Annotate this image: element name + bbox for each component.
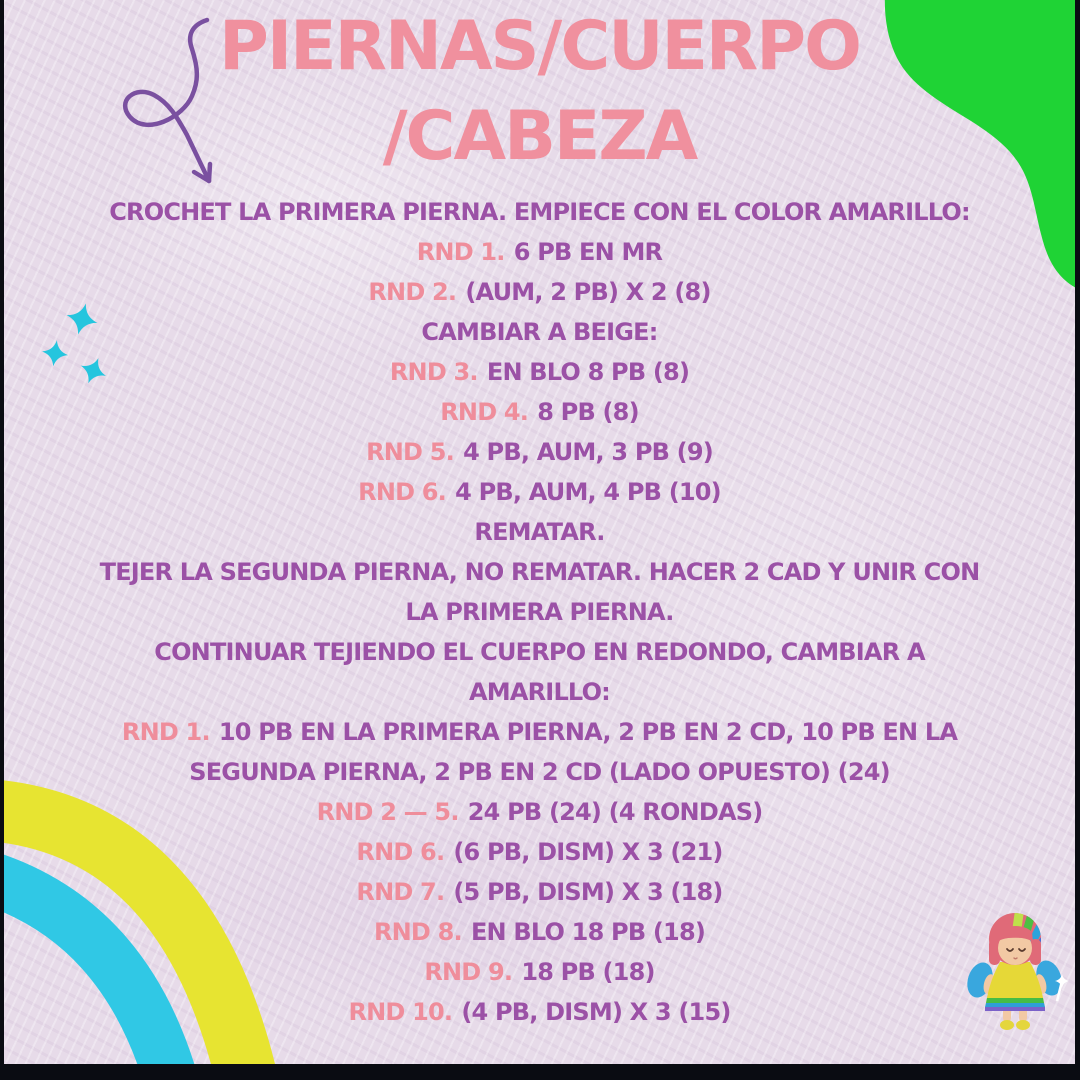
round-label: RND 6. (358, 478, 447, 506)
pattern-line (4, 272, 1075, 312)
instruction-text: AMARILLO: (469, 678, 610, 706)
instruction-text: REMATAR. (474, 518, 605, 546)
pattern-line (4, 952, 1075, 992)
pattern-line (4, 752, 1075, 792)
instruction-text: 8 PB (8) (537, 398, 639, 426)
round-label: RND 1. (121, 718, 210, 746)
instruction-text: 6 PB EN MR (513, 238, 663, 266)
instruction-text: (AUM, 2 PB) X 2 (8) (465, 278, 711, 306)
round-label: RND 1. (416, 238, 505, 266)
instruction-text: LA PRIMERA PIERNA. (405, 598, 674, 626)
pattern-line (4, 872, 1075, 912)
pattern-line (4, 632, 1075, 672)
instruction-text: CAMBIAR A BEIGE: (421, 318, 658, 346)
round-label: RND 2 — 5. (316, 798, 459, 826)
pattern-line (4, 712, 1075, 752)
pattern-line (4, 392, 1075, 432)
instruction-text: EN BLO 18 PB (18) (470, 918, 706, 946)
pattern-instructions (4, 192, 1075, 1032)
pattern-line (4, 472, 1075, 512)
pattern-line (4, 912, 1075, 952)
round-label: RND 10. (348, 998, 453, 1026)
round-label: RND 5. (366, 438, 454, 466)
title-line-2: /CABEZA (382, 97, 697, 176)
pattern-line (4, 352, 1075, 392)
instruction-text: SEGUNDA PIERNA, 2 PB EN 2 CD (LADO OPUESTO) (24) (189, 758, 890, 786)
content (4, 0, 1075, 1026)
instruction-text: 24 PB (24) (4 RONDAS) (467, 798, 763, 826)
instruction-text: CROCHET LA PRIMERA PIERNA. EMPIECE CON EL COLOR AMARILLO: (109, 198, 970, 226)
pattern-line (4, 672, 1075, 712)
title-line-1: PIERNAS/CUERPO (219, 7, 860, 86)
pattern-line (4, 792, 1075, 832)
pattern-line (4, 312, 1075, 352)
round-label: RND 2. (368, 278, 457, 306)
instruction-text: (5 PB, DISM) X 3 (18) (453, 878, 723, 906)
round-label: RND 7. (356, 878, 445, 906)
pattern-line (4, 192, 1075, 232)
pattern-line (4, 832, 1075, 872)
instruction-text: 10 PB EN LA PRIMERA PIERNA, 2 PB EN 2 CD, 10 PB EN LA (218, 718, 958, 746)
round-label: RND 4. (440, 398, 529, 426)
pattern-line (4, 592, 1075, 632)
pattern-line (4, 512, 1075, 552)
instruction-text: TEJER LA SEGUNDA PIERNA, NO REMATAR. HACER 2 CAD Y UNIR CON (99, 558, 980, 586)
pattern-line (4, 232, 1075, 272)
instruction-text: 4 PB, AUM, 3 PB (9) (463, 438, 713, 466)
instruction-text: 4 PB, AUM, 4 PB (10) (455, 478, 721, 506)
instruction-text: (6 PB, DISM) X 3 (21) (453, 838, 723, 866)
round-label: RND 3. (389, 358, 478, 386)
pattern-page (4, 0, 1075, 1064)
instruction-text: 18 PB (18) (521, 958, 655, 986)
page-title (4, 2, 1075, 182)
instruction-text: CONTINUAR TEJIENDO EL CUERPO EN REDONDO, CAMBIAR A (154, 638, 925, 666)
instruction-text: (4 PB, DISM) X 3 (15) (461, 998, 731, 1026)
round-label: RND 8. (373, 918, 462, 946)
pattern-line (4, 552, 1075, 592)
pattern-line (4, 992, 1075, 1032)
round-label: RND 9. (424, 958, 513, 986)
round-label: RND 6. (356, 838, 445, 866)
pattern-line (4, 432, 1075, 472)
instruction-text: EN BLO 8 PB (8) (486, 358, 690, 386)
